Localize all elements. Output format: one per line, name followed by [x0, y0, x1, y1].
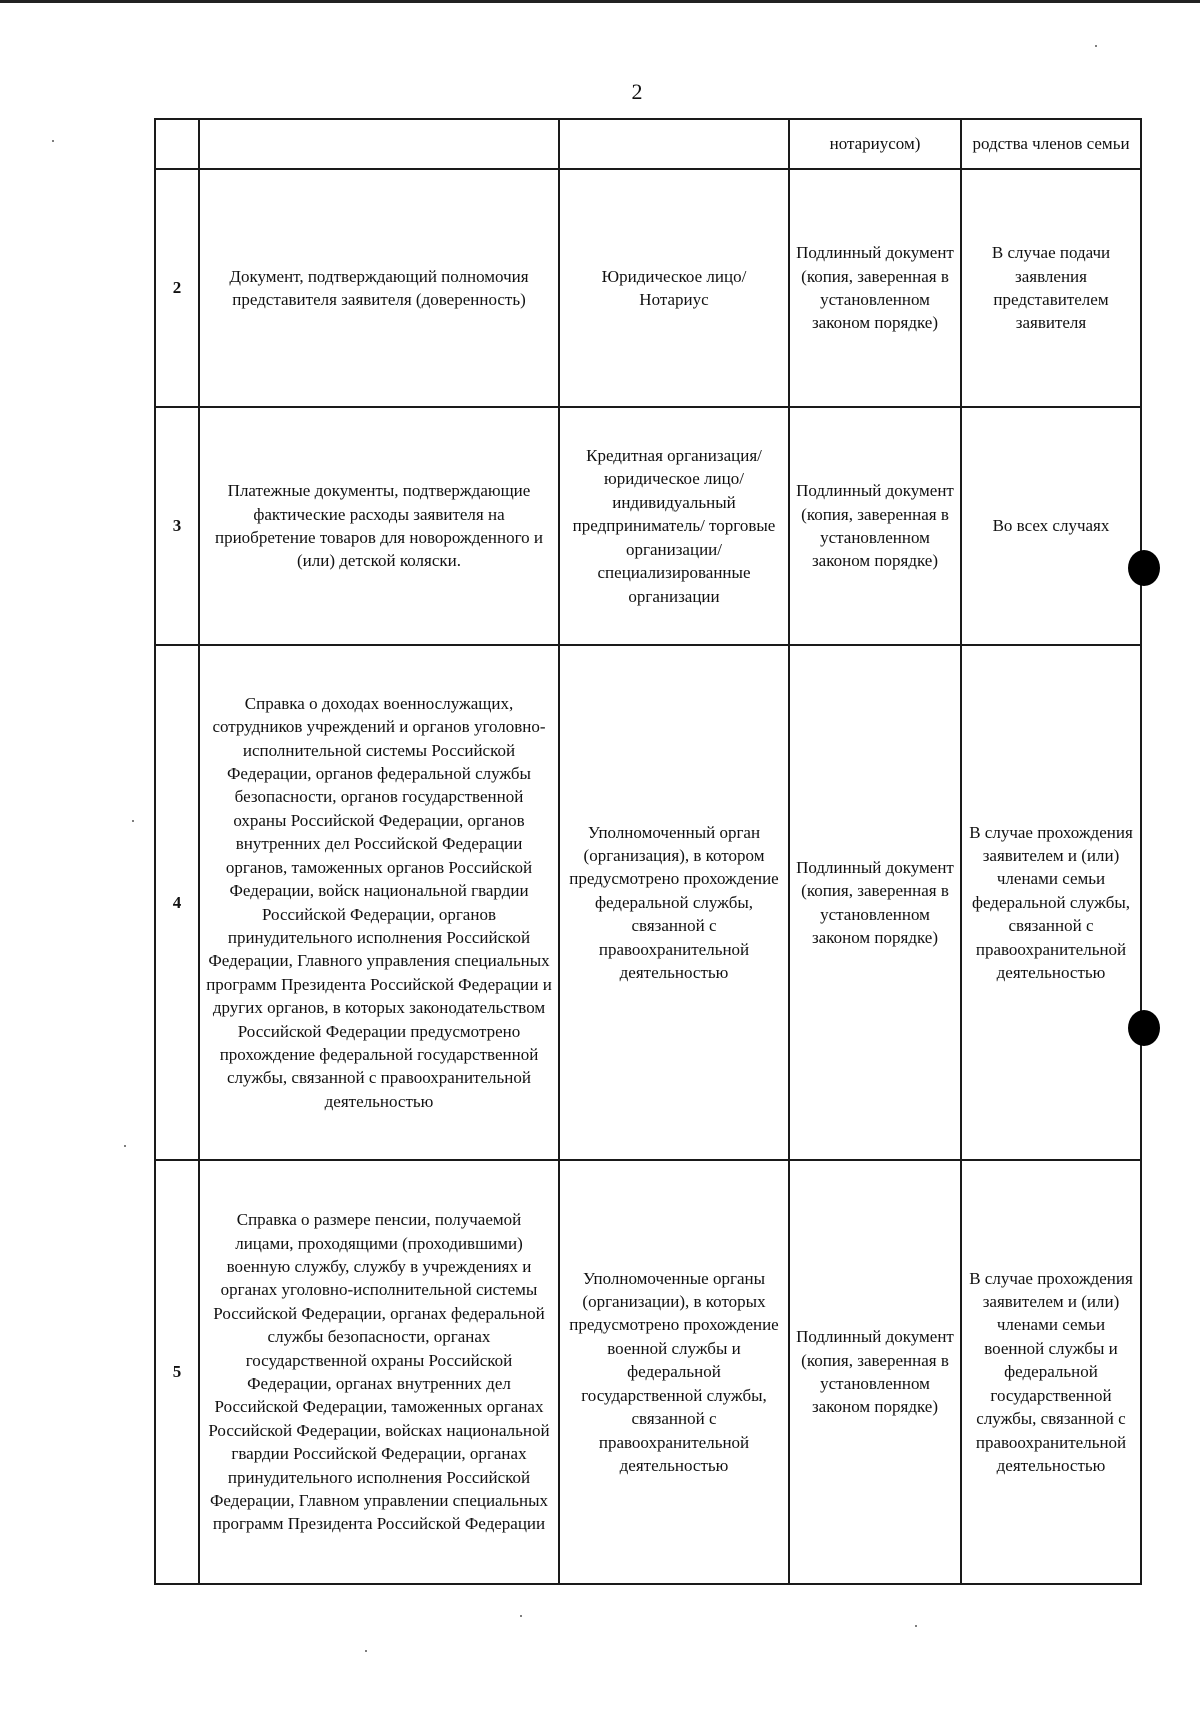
document-name-cell	[199, 119, 559, 169]
documents-table	[154, 118, 1142, 1585]
document-form-cell: Подлинный документ (копия, заверенная в установленном законом порядке)	[789, 407, 961, 645]
table-row	[155, 119, 1141, 169]
scan-speck	[520, 1615, 522, 1617]
scan-speck	[132, 820, 134, 822]
scan-speck	[52, 140, 54, 142]
row-number: 4	[155, 645, 199, 1160]
condition-cell: Во всех случаях	[961, 407, 1141, 645]
condition-cell: В случае подачи заявления представителем заявителя	[961, 169, 1141, 407]
document-name-cell: Справка о размере пенсии, получаемой лицами, проходящими (проходившими) военную службу, службу в учреждениях и органах уголовно-исполнительной системы Российской Федерации, органах федеральной службы безопасности, органах государственной охраны Российской Федерации, органах внутренних дел Российской Федерации, таможенных органах Российской Федерации, войсках национальной гвардии Российской Федерации, органах принудительного исполнения Российской Федерации, Главном управлении специальных программ Президента Российской Федерации	[199, 1160, 559, 1584]
page-number: 2	[631, 79, 643, 104]
document-form-cell: Подлинный документ (копия, заверенная в установленном законом порядке)	[789, 1160, 961, 1584]
scan-speck	[365, 1650, 367, 1652]
row-number	[155, 119, 199, 169]
condition-cell: В случае прохождения заявителем и (или) членами семьи военной службы и федеральной государственной службы, связанной с правоохранительной деятельностью	[961, 1160, 1141, 1584]
condition-cell: родства членов семьи	[961, 119, 1141, 169]
table-row	[155, 169, 1141, 407]
row-number: 2	[155, 169, 199, 407]
document-form-cell: нотариусом)	[789, 119, 961, 169]
table-row	[155, 1160, 1141, 1584]
row-number: 5	[155, 1160, 199, 1584]
scan-speck	[1095, 45, 1097, 47]
scan-top-edge	[0, 0, 1200, 3]
condition-cell: В случае прохождения заявителем и (или) членами семьи федеральной службы, связанной с правоохранительной деятельностью	[961, 645, 1141, 1160]
issuer-cell: Уполномоченные органы (организации), в которых предусмотрено прохождение военной службы и федеральной государственной службы, связанной с правоохранительной деятельностью	[559, 1160, 789, 1584]
document-form-cell: Подлинный документ (копия, заверенная в установленном законом порядке)	[789, 645, 961, 1160]
punch-hole-mark	[1128, 550, 1160, 586]
document-form-cell: Подлинный документ (копия, заверенная в установленном законом порядке)	[789, 169, 961, 407]
document-name-cell: Документ, подтверждающий полномочия представителя заявителя (доверенность)	[199, 169, 559, 407]
scan-speck	[124, 1145, 126, 1147]
issuer-cell	[559, 119, 789, 169]
issuer-cell: Кредитная организация/ юридическое лицо/ индивидуальный предприниматель/ торговые организации/ специализированные организации	[559, 407, 789, 645]
scan-speck	[915, 1625, 917, 1627]
issuer-cell: Юридическое лицо/ Нотариус	[559, 169, 789, 407]
document-name-cell: Справка о доходах военнослужащих, сотрудников учреждений и органов уголовно-исполнительной системы Российской Федерации, органов федеральной службы безопасности, органов государственной охраны Российской Федерации, органов внутренних дел Российской Федерации органов, таможенных органов Российской Федерации, войск национальной гвардии Российской Федерации, органов принудительного исполнения Российской Федерации, Главного управления специальных программ Президента Российской Федерации и других органов, в которых законодательством Российской Федерации предусмотрено прохождение федеральной государственной службы, связанной с правоохранительной деятельностью	[199, 645, 559, 1160]
issuer-cell: Уполномоченный орган (организация), в котором предусмотрено прохождение федеральной службы, связанной с правоохранительной деятельностью	[559, 645, 789, 1160]
table-row	[155, 645, 1141, 1160]
punch-hole-mark	[1128, 1010, 1160, 1046]
row-number: 3	[155, 407, 199, 645]
document-name-cell: Платежные документы, подтверждающие фактические расходы заявителя на приобретение товаров для новорожденного и (или) детской коляски.	[199, 407, 559, 645]
table-row	[155, 407, 1141, 645]
